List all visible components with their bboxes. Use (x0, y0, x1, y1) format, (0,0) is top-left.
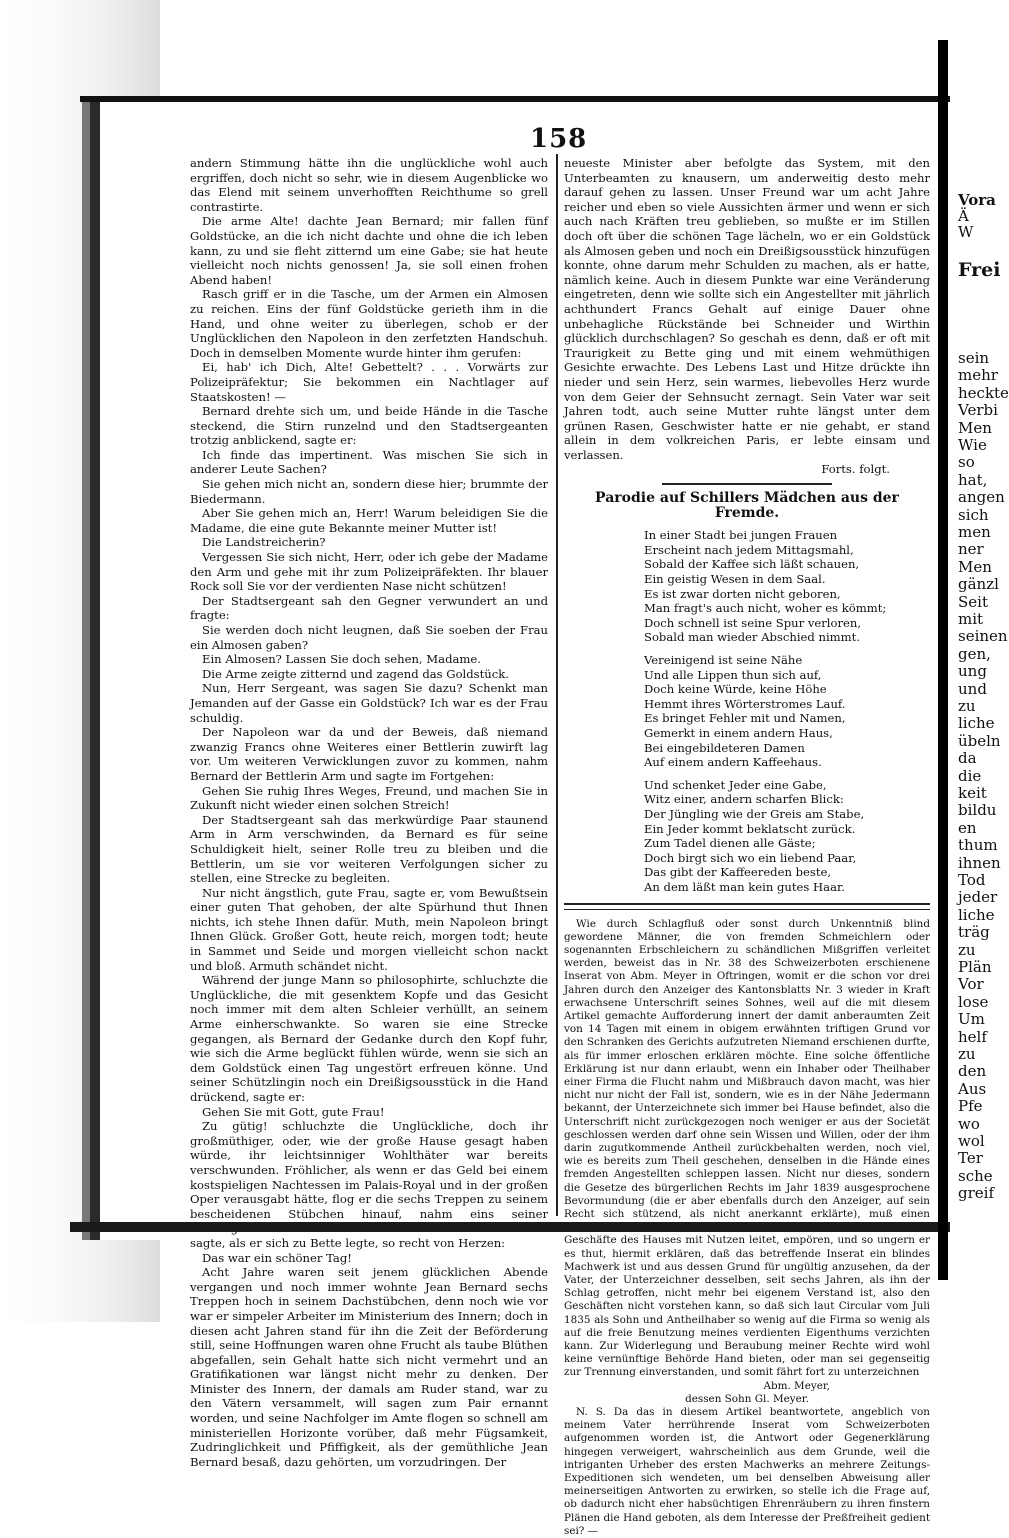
poem-line: Doch keine Würde, keine Höhe (644, 682, 827, 697)
signature-father: Abm. Meyer, (763, 1379, 830, 1392)
poem-line: Es bringet Fehler mit und Namen, (644, 711, 846, 726)
poem-line: Sobald man wieder Abschied nimmt. (644, 630, 861, 645)
story-paragraph: Zu gütig! schluchzte die Unglückliche, doch ihr großmüthiger, oder, wie der große Hause gesagt haben würde, ihr leichtsinniger Wohlthäter war bereits verschwunden. Fröhlicher, als wenn er das Geld bei einem kostspieligen Nachtessen im Palais-Royal und in der großen Oper verausgabt hätte, flog er die sechs Treppen zu seinem bescheidenen Stübchen hinauf, nahm eins seiner sagte, als er sich zu Bette legte, so recht von Herzen: (190, 1119, 548, 1250)
neighbor-page-fragment: Ter (958, 1149, 983, 1168)
story-paragraph: Während der junge Mann so philosophirte, schluchzte die Unglückliche, die mit gesenktem Kopfe und das Gesicht noch immer mit dem alten Schleier verhüllt, an seinem Arme einherschwankte. So waren sie eine Strecke gegangen, als Bernard der Gedanke durch den Kopf fuhr, wie sich die Arme beglückt fühlen würde, wenn sie sich an dem Goldstück einen Tag ungestört erfreuen könne. Und seiner Schützlingin noch ein Dreißigsousstück in die Hand drückend, sagte er: (190, 973, 548, 1104)
poem-line: Das gibt der Kaffeereden beste, (644, 865, 832, 880)
poem-line: An dem läßt man kein gutes Haar. (644, 879, 845, 894)
neighbor-page-fragment: liche (958, 905, 995, 924)
neighbor-page-fragment: jeder (958, 888, 998, 907)
story-paragraph: Aber Sie gehen mich an, Herr! Warum beleidigen Sie die Madame, die eine gute Bekannte meiner Mutter ist! (190, 506, 548, 535)
poem-line: Und schenket Jeder eine Gabe, (644, 777, 827, 792)
neighbor-page-fragment: Tod (958, 871, 986, 889)
neighbor-page-fragment: keit (958, 784, 987, 802)
story-paragraph: Der Napoleon war da und der Beweis, daß niemand zwanzig Francs ohne Weiteres einer Bettlerin zuwirft lag vor. Um weiteren Verwicklungen zuvor zu kommen, nahm Bernard der Bettlerin Arm und sagte im Fortgehen: (190, 725, 548, 783)
story-paragraph: Rasch griff er in die Tasche, um der Armen ein Almosen zu reichen. Eins der fünf Goldstücke gerieth ihm in die Hand, und ohne weiter zu überlegen, schob er der Unglücklichen den Napoleon in den zerfetzten Handschuh. Doch in demselben Momente wurde hinter ihm gerufen: (190, 287, 548, 360)
story-paragraph: Acht Jahre waren seit jenem glücklichen Abende vergangen und noch immer wohnte Jean Bernard sechs Treppen hoch in seinem Dachstübchen, denn noch wie vor war er simpeler Arbeiter im Ministerium des Innern; doch in diesen acht Jahren stand für ihn die Zeit der Beförderung still, seine Hoffnungen waren ohne Frucht als taube Blüthen abgefallen, sein Gehalt hatte sich nicht vermehrt und an Gratifikationen war längst nicht mehr zu denken. Der Minister des Innern, der damals am Ruder stand, war zu den Vätern versammelt, will sagen zum Pair ernannt worden, und seine Nachfolger im Amte flogen so schnell am ministeriellen Horizonte vorüber, daß mehr Fügsamkeit, Zudringlichkeit und Pfiffigkeit, als der gemüthliche Jean Bernard besaß, dazu gehörten, um vorzudringen. Der (190, 1265, 548, 1469)
binding-edge (938, 40, 948, 1280)
neighbor-page-fragment: sich (958, 505, 989, 524)
neighbor-page-fragment: greif (958, 1184, 994, 1203)
neighbor-page-fragment: seinen (958, 627, 1008, 646)
neighbor-page-fragment: helf (958, 1027, 987, 1046)
story-paragraph: Gehen Sie mit Gott, gute Frau! (202, 1104, 385, 1119)
top-rule (80, 96, 950, 102)
neighbor-page-fragment: ner (958, 540, 984, 559)
poem-line: Zum Tadel dienen alle Gäste; (644, 836, 816, 851)
poem-line: Hemmt ihres Wörterstromes Lauf. (644, 696, 846, 711)
story-paragraph: Ein Almosen? Lassen Sie doch sehen, Madame. (202, 652, 481, 667)
neighbor-page-fragment: übeln (958, 731, 1001, 750)
story-paragraph: Ei, hab' ich Dich, Alte! Gebettelt? . . . Vorwärts zur Polizeipräfektur; Sie bekommen ein Nachtlager auf Staatskosten! — (190, 360, 548, 404)
neighbor-page-fragment: so (958, 453, 975, 472)
notice-text: Wie durch Schlagfluß oder sonst durch Unkenntniß blind gewordene Männer, die von fremden Schmeichlern oder sogenannten Erbschleichern zu schändlichen Mißgriffen verleitet werden, beweist das in Nr. 38 des Schweizerboten erschienene Inserat von Abm. Meyer in Oftringen, womit er die schon vor drei Jahren durch den Anzeiger des Kantonsblatts Nr. 3 wieder in Kraft erwachsene Unterschrift seines Sohnes, weil auf die mit diesem Artikel gemachte Aufforderung innert der damit anberaumten Zeit von 14 Tagen mit einem in obigem erwähnten triftigen Grund vor den Schranken des Gerichts aufzutreten Niemand erschienen durfte, als für immer erloschen erklären möchte. Eine solche öffentliche Erklärung ist nur dann erlaubt, wenn ein Inhaber oder Theilhaber einer Firma die Flucht nahm und Mißbrauch davon macht, was hier nicht nur nicht der Fall ist, sondern, wie es in der Nähe Jedermann bekannt, der Unterzeichnete sich immer bei Hause befindet, also die Unterschrift nicht zurückgezogen noch weniger er aus der Societät geschlossen werden darf ohne sein Wissen und Willen, oder der ihm darin zugutkommende Antheil zurückbehalten werden, noch viel, wie es bereits zum Theil geschehen, denselben in die Hände eines fremden Angestellten schleppen lassen. Nicht nur dieses, sondern die Gesetze des bürgerlichen Rechts im Jahr 1839 ausgesprochene Bevormundung (die er aber ebenfalls durch den Anzeiger, auf sein Recht sich stützend, als nicht anerkannt erklärte), muß einen Geschäfte des Hauses mit Nutzen leitet, empören, und so ungern er es thut, hiermit erklären, daß das betreffende Inserat ein blindes Machwerk ist und aus dessen Grund für ungültig anzusehen, da der Vater, der Unterzeichner desselben, seit sechs Jahren, als ihn der Schlag getroffen, nicht mehr bei eigenem Verstand ist, also den Geschäften nicht vorstehen kann, so daß sich laut Circular vom Juli 1835 als Sohn und Antheilhaber so wenig auf die Firma so wenig als auf die freie Benutzung meines verdienten Eigenthums verzichten kann. Zur Widerlegung und Beraubung meiner Rechte wird wohl keine vernünftige Behörde Hand bieten, oder man sei gegenseitig zur Trennung einverstanden, und somit fährt fort zu unterzeichnen (564, 917, 930, 1379)
neighbor-page-fragment: hat, (958, 470, 988, 489)
poem-line: Ein geistig Wesen in dem Saal. (644, 572, 826, 587)
bottom-rule (70, 1222, 950, 1232)
story-paragraph: Die Landstreicherin? (202, 535, 326, 550)
story-paragraph: Der Stadtsergeant sah das merkwürdige Paar staunend Arm in Arm verschwinden, da Bernard es für seine Schuldigkeit hielt, seiner Rolle treu zu bleiben und die Bettlerin, um sie vor weiteren Verfolgungen sicher zu stellen, eine Strecke zu begleiten. (190, 812, 548, 886)
neighbor-page-fragment: bildu (958, 801, 997, 820)
postscript: N. S. Da das in diesem Artikel beantwortete, angeblich von meinem Vater herrührende Inserat vom Schweizerboten aufgenommen worden ist, die Antwort oder Gegenerklärung hingegen verweigert, wahrscheinlich aus dem Grunde, weil die intriganten Urheber des ersten Machwerks an mehrere Zeitungs-Expeditionen sich wendeten, um bei denselben Abweisung aller meinerseitigen Antworten zu erwirken, so stelle ich die Frage auf, ob dadurch nicht eher habsüchtigen Ehrenräubern zu ihren finstern Plänen die Hand geboten, als dem Interesse der Preßfreiheit gedient sei? — (564, 1406, 930, 1537)
poem-line: Man fragt's auch nicht, woher es kömmt; (644, 601, 887, 616)
continued-note: Forts. folgt. (821, 462, 890, 477)
neighbor-page-fragment: thum (958, 836, 998, 855)
poem-line: Ein Jeder kommt beklatscht zurück. (644, 821, 856, 836)
neighbor-page-fragment: Men (958, 418, 992, 437)
story-paragraph: Nur nicht ängstlich, gute Frau, sagte er, vom Bewußtsein einer guten That gehoben, der alte Spürhund thut Ihnen nichts, ich stehe Ihnen dafür. Muth, mein Napoleon bringt Ihnen Glück. Großer Gott, heute reich, morgen todt; heute in Sammet und Seide und morgen vielleicht schon nackt und bloß. Armuth schändet nicht. (190, 885, 548, 973)
neighbor-page-fragment: sche (958, 1166, 993, 1185)
neighbor-page-fragment: den (958, 1062, 987, 1081)
neighbor-page-fragment: angen (958, 488, 1005, 507)
neighbor-page-fragment: Aus (958, 1079, 987, 1098)
neighbor-page-fragment: liche (958, 714, 995, 733)
neighbor-page-fragment: sein (958, 349, 990, 367)
poem-line: Auf einem andern Kaffeehaus. (644, 755, 822, 770)
poem-stanza (644, 778, 930, 895)
right-column (564, 156, 930, 1538)
story-paragraph: Die Arme zeigte zitternd und zagend das Goldstück. (202, 666, 509, 681)
page-number: 158 (530, 124, 588, 154)
poem-line: Sobald der Kaffee sich läßt schauen, (644, 557, 860, 572)
column-divider (556, 154, 558, 1216)
neighbor-page-fragment: ung (958, 662, 987, 681)
story-paragraph: Vergessen Sie sich nicht, Herr, oder ich gebe der Madame den Arm und gehe mit ihr zum Polizeipräfekten. Ihr blauer Rock soll Sie vor der verdienten Nase nicht schützen! (190, 550, 548, 594)
neighbor-page-fragment: die (958, 766, 982, 785)
neighbor-page-fragment: träg (958, 923, 990, 942)
poem-line: Es ist zwar dorten nicht geboren, (644, 586, 841, 601)
story-paragraph: Nun, Herr Sergeant, was sagen Sie dazu? Schenkt man Jemanden auf der Gasse ein Goldstück? Ich war es der Frau schuldig. (190, 681, 548, 725)
neighbor-page-fragment: wo (958, 1114, 980, 1133)
neighbor-page-fragment: Seit (958, 592, 988, 611)
poem-line: Und alle Lippen thun sich auf, (644, 667, 822, 682)
poem-line: Gemerkt in einem andern Haus, (644, 725, 833, 740)
story-paragraph: Ich finde das impertinent. Was mischen Sie sich in anderer Leute Sachen? (190, 447, 548, 477)
story-paragraph: andern Stimmung hätte ihn die unglückliche wohl auch ergriffen, doch nicht so sehr, wie in diesem Augenblicke wo das Elend mit seinem unverhofften Reichthume so grell contrastirte. (190, 156, 548, 214)
neighbor-page (950, 0, 1009, 1322)
neighbor-page-fragment: wol (958, 1132, 985, 1150)
neighbor-page-fragment: Plän (958, 958, 992, 976)
poem-line: Vereinigend ist seine Nähe (644, 653, 803, 667)
neighbor-page-fragment: zu (958, 940, 976, 959)
neighbor-page-fragment: lose (958, 992, 989, 1011)
neighbor-page-fragment: Wie (958, 436, 987, 454)
signature-son: dessen Sohn Gl. Meyer. (685, 1392, 809, 1405)
poem-line: Doch schnell ist seine Spur verloren, (644, 615, 862, 630)
left-column (190, 156, 548, 1469)
poem-title: Parodie auf Schillers Mädchen aus der Fremde. (595, 490, 899, 521)
neighbor-page-fragment: heckte (958, 383, 1009, 402)
story-paragraph: Die arme Alte! dachte Jean Bernard; mir fallen fünf Goldstücke, an die ich nicht dachte und ohne die ich leben kann, zu und sie fleht zitternd um eine Gabe; sie hat heute vielleicht noch nichts genossen! Ja, sie soll einen frohen Abend haben! (190, 214, 548, 287)
neighbor-page-fragment: W (958, 223, 974, 241)
neighbor-page-fragment: Verbi (958, 401, 998, 420)
neighbor-page-fragment: gänzl (958, 575, 999, 594)
poem-stanza (644, 653, 930, 770)
neighbor-page-fragment: zu (958, 1045, 976, 1063)
neighbor-page-fragment: men (958, 523, 991, 541)
neighbor-page-fragment: gen, (958, 644, 991, 663)
poem-stanza (644, 528, 930, 645)
neighbor-page-fragment: und (958, 679, 987, 698)
neighbor-page-fragment: da (958, 749, 977, 768)
story-paragraph: Der Stadtsergeant sah den Gegner verwundert an und fragte: (190, 593, 548, 623)
poem-line: Erscheint nach jedem Mittagsmahl, (644, 542, 854, 557)
story-paragraph: Bernard drehte sich um, und beide Hände in die Tasche steckend, die Stirn runzelnd und den Stadtsergeanten trotzig anblickend, sagte er: (190, 404, 548, 448)
neighbor-page-fragment: Frei (958, 259, 1001, 281)
neighbor-page-fragment: mehr (958, 366, 998, 385)
poem-line: In einer Stadt bei jungen Frauen (644, 528, 838, 543)
section-double-rule (564, 903, 930, 910)
neighbor-page-fragment: ihnen (958, 853, 1001, 872)
neighbor-page-fragment: Ä (958, 207, 969, 225)
poem-line: Doch birgt sich wo ein liebend Paar, (644, 850, 857, 865)
neighbor-page-fragment: Vora (958, 191, 996, 209)
neighbor-page-fragment: zu (958, 697, 976, 715)
neighbor-page-fragment: Um (958, 1010, 985, 1029)
neighbor-page-fragment: Vor (958, 975, 984, 994)
neighbor-page-fragment: en (958, 818, 977, 837)
story-continuation: neueste Minister aber befolgte das System, mit den Unterbeamten zu knausern, um anderweitig desto mehr darauf gehen zu lassen. Unser Freund war um acht Jahre reicher und eben so viele Aussichten ärmer und wenn er sich auch nach Kräften treu geblieben, so mußte er im Stillen doch oft über die schönen Tage lächeln, wo er ein Goldstück als Almosen geben und noch ein Dreißigsousstück hinzufügen konnte, ohne darum mehr Schulden zu machen, als er hatte, nämlich keine. Auch in diesem Punkte war eine Veränderung eingetreten, denn wie sollte sich ein Angestellter mit jährlich achthundert Francs Gehalt auf einige Dauer ohne unbehagliche Rückstände bei Schneider und Wirthin glücklich durchschlagen? So geschah es denn, daß er oft mit Traurigkeit zu Bette ging und mit einem wehmüthigen Gesichte erwachte. Des Lebens Last und Hitze drückte ihn nieder und sein Herz, sein warmes, liebevolles Herz wurde von dem Geier der Sehnsucht zernagt. Sein Vater war seit Jahren todt, auch seine Mutter ruhte längst unter dem grünen Rasen, Geschwister hatte er nie gehabt, er stand allein in dem volkreichen Paris, er lebte einsam und verlassen. (564, 156, 930, 462)
story-paragraph: Sie gehen mich nicht an, sondern diese hier; brummte der Biedermann. (190, 477, 548, 506)
poem (564, 528, 930, 894)
neighbor-page-fragment: mit (958, 610, 984, 628)
section-rule (662, 483, 832, 485)
story-paragraph: Gehen Sie ruhig Ihres Weges, Freund, und machen Sie in Zukunft nicht wieder einen solchen Streich! (190, 783, 548, 813)
poem-line: Bei eingebildeteren Damen (644, 740, 805, 755)
neighbor-page-fragment: Men (958, 557, 992, 576)
story-paragraph: Sie werden doch nicht leugnen, daß Sie soeben der Frau ein Almosen gaben? (190, 623, 548, 652)
story-paragraph: Das war ein schöner Tag! (202, 1250, 352, 1265)
neighbor-page-fragment: Pfe (958, 1097, 983, 1116)
poem-line: Witz einer, andern scharfen Blick: (644, 792, 844, 807)
poem-line: Der Jüngling wie der Greis am Stabe, (644, 806, 865, 821)
